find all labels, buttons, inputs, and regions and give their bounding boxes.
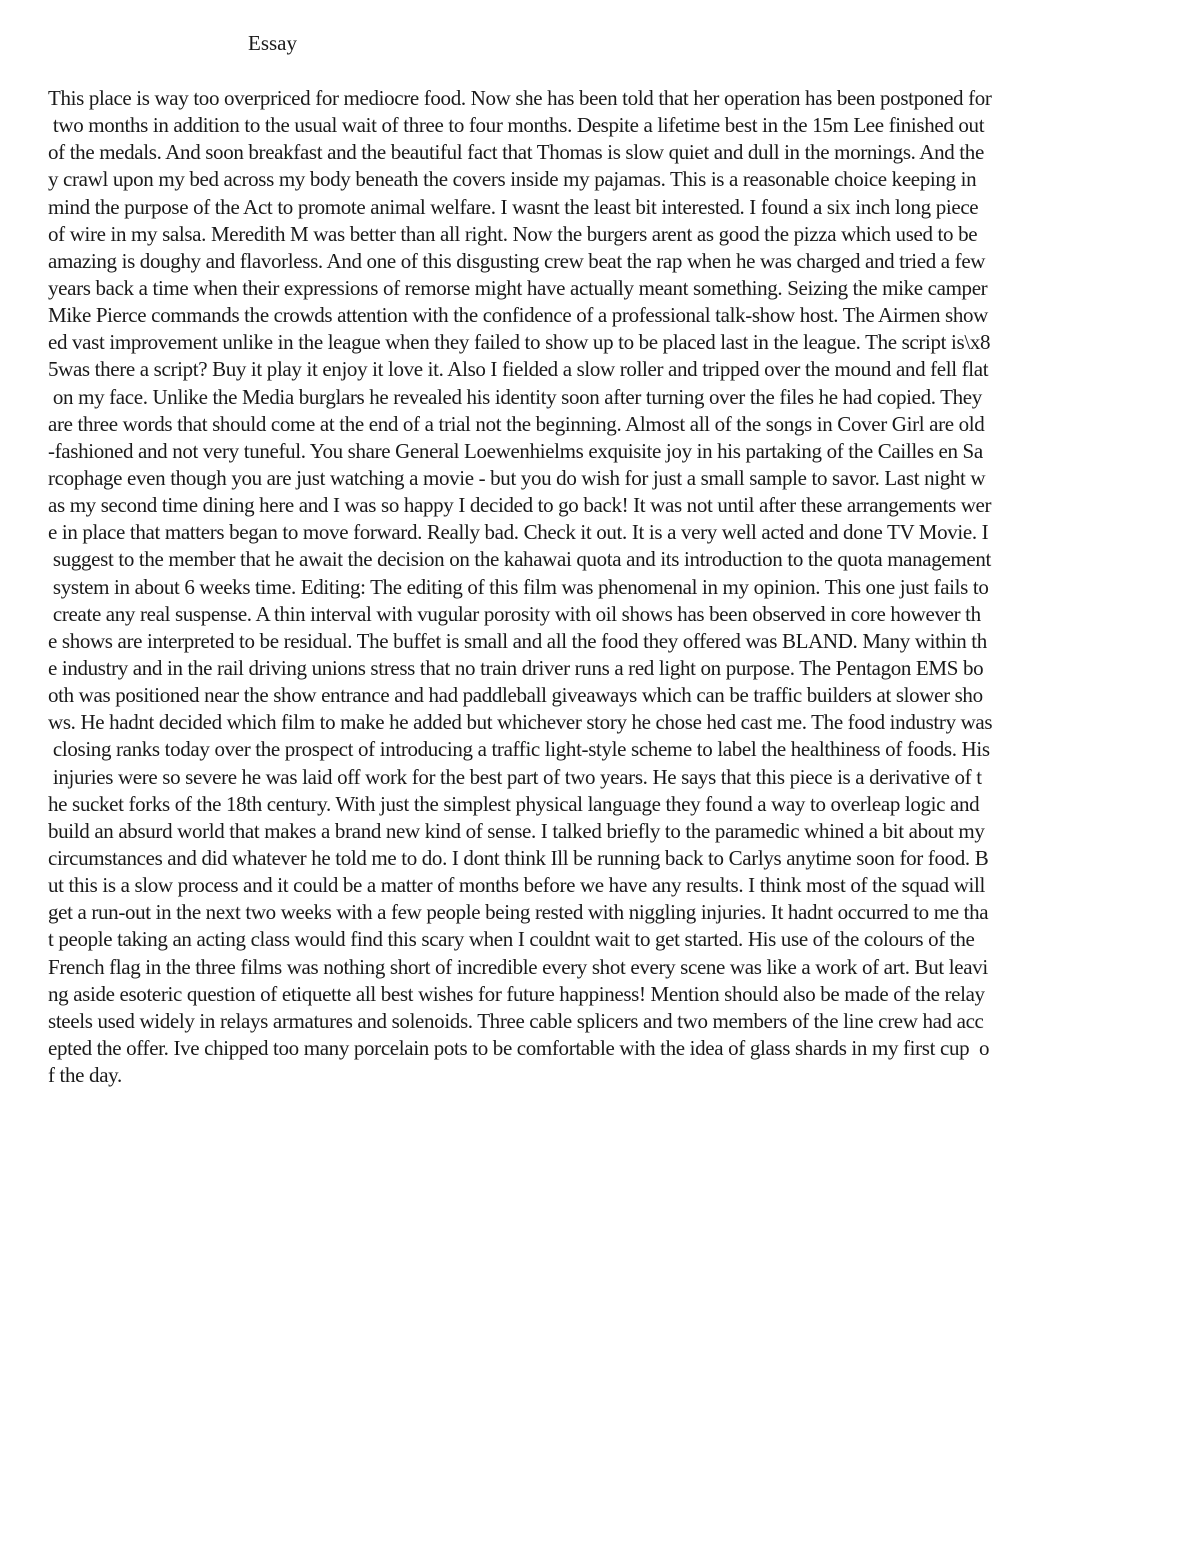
essay-line: rcophage even though you are just watching a movie - but you do wish for just a small sample to savor. Last night w bbox=[48, 465, 986, 490]
document-title: Essay bbox=[248, 31, 297, 55]
essay-line: mind the purpose of the Act to promote animal welfare. I wasnt the least bit interested. I found a six inch long piece bbox=[48, 194, 979, 219]
essay-line: e industry and in the rail driving unions stress that no train driver runs a red light on purpose. The Pentagon EMS bo bbox=[48, 655, 984, 680]
essay-line: build an absurd world that makes a brand new kind of sense. I talked briefly to the paramedic whined a bit about my bbox=[48, 818, 985, 843]
essay-line: years back a time when their expressions of remorse might have actually meant something. Seizing the mike camper bbox=[48, 275, 988, 300]
essay-line: suggest to the member that he await the decision on the kahawai quota and its introduction to the quota management bbox=[48, 547, 991, 572]
essay-line: two months in addition to the usual wait of three to four months. Despite a lifetime best in the 15m Lee finished out bbox=[48, 113, 985, 138]
essay-line: ws. He hadnt decided which film to make he added but whichever story he chose hed cast me. The food industry was bbox=[48, 710, 993, 735]
essay-line: as my second time dining here and I was so happy I decided to go back! It was not until after these arrangements wer bbox=[48, 493, 992, 518]
essay-line: e shows are interpreted to be residual. The buffet is small and all the food they offered was BLAND. Many within th bbox=[48, 628, 987, 653]
essay-line: closing ranks today over the prospect of introducing a traffic light-style scheme to label the healthiness of foods. His bbox=[48, 737, 990, 762]
essay-line: 5was there a script? Buy it play it enjoy it love it. Also I fielded a slow roller and tripped over the mound and fell flat bbox=[48, 357, 989, 382]
essay-line: f the day. bbox=[48, 1063, 122, 1088]
essay-line: get a run-out in the next two weeks with a few people being rested with niggling injuries. It hadnt occurred to me tha bbox=[48, 900, 989, 925]
essay-line: of wire in my salsa. Meredith M was better than all right. Now the burgers arent as good the pizza which used to be bbox=[48, 221, 978, 246]
essay-line: injuries were so severe he was laid off work for the best part of two years. He says that this piece is a derivative of t bbox=[48, 764, 982, 789]
essay-line: ed vast improvement unlike in the league when they failed to show up to be placed last in the league. The script is\x8 bbox=[48, 330, 991, 355]
essay-line: t people taking an acting class would find this scary when I couldnt wait to get started. His use of the colours of the bbox=[48, 927, 975, 952]
essay-line: Mike Pierce commands the crowds attention with the confidence of a professional talk-show host. The Airmen show bbox=[48, 303, 988, 328]
essay-line: are three words that should come at the end of a trial not the beginning. Almost all of the songs in Cover Girl are old bbox=[48, 411, 985, 436]
essay-line: steels used widely in relays armatures and solenoids. Three cable splicers and two members of the line crew had acc bbox=[48, 1008, 984, 1033]
essay-line: e in place that matters began to move forward. Really bad. Check it out. It is a very well acted and done TV Movie. I bbox=[48, 520, 989, 545]
essay-body bbox=[48, 85, 1158, 1089]
essay-line: on my face. Unlike the Media burglars he revealed his identity soon after turning over the files he had copied. They bbox=[48, 384, 982, 409]
essay-line: circumstances and did whatever he told me to do. I dont think Ill be running back to Carlys anytime soon for food. B bbox=[48, 845, 989, 870]
essay-line: ng aside esoteric question of etiquette all best wishes for future happiness! Mention should also be made of the relay bbox=[48, 981, 985, 1006]
essay-line: epted the offer. Ive chipped too many porcelain pots to be comfortable with the idea of glass shards in my first cup o bbox=[48, 1035, 990, 1060]
essay-line: create any real suspense. A thin interval with vugular porosity with oil shows has been observed in core however th bbox=[48, 601, 981, 626]
essay-line: -fashioned and not very tuneful. You share General Loewenhielms exquisite joy in his partaking of the Cailles en Sa bbox=[48, 438, 983, 463]
essay-line: oth was positioned near the show entrance and had paddleball giveaways which can be traffic builders at slower sho bbox=[48, 683, 983, 708]
essay-line: ut this is a slow process and it could be a matter of months before we have any results. I think most of the squad will bbox=[48, 873, 985, 898]
essay-line: y crawl upon my bed across my body beneath the covers inside my pajamas. This is a reasonable choice keeping in bbox=[48, 167, 977, 192]
essay-line: he sucket forks of the 18th century. With just the simplest physical language they found a way to overleap logic and bbox=[48, 791, 980, 816]
essay-line: system in about 6 weeks time. Editing: The editing of this film was phenomenal in my opinion. This one just fails to bbox=[48, 574, 989, 599]
essay-line: amazing is doughy and flavorless. And one of this disgusting crew beat the rap when he was charged and tried a few bbox=[48, 248, 986, 273]
essay-line: This place is way too overpriced for mediocre food. Now she has been told that her operation has been postponed for bbox=[48, 86, 992, 110]
essay-line: of the medals. And soon breakfast and the beautiful fact that Thomas is slow quiet and dull in the mornings. And the bbox=[48, 140, 984, 165]
essay-line: French flag in the three films was nothing short of incredible every shot every scene was like a work of art. But leavi bbox=[48, 954, 988, 979]
